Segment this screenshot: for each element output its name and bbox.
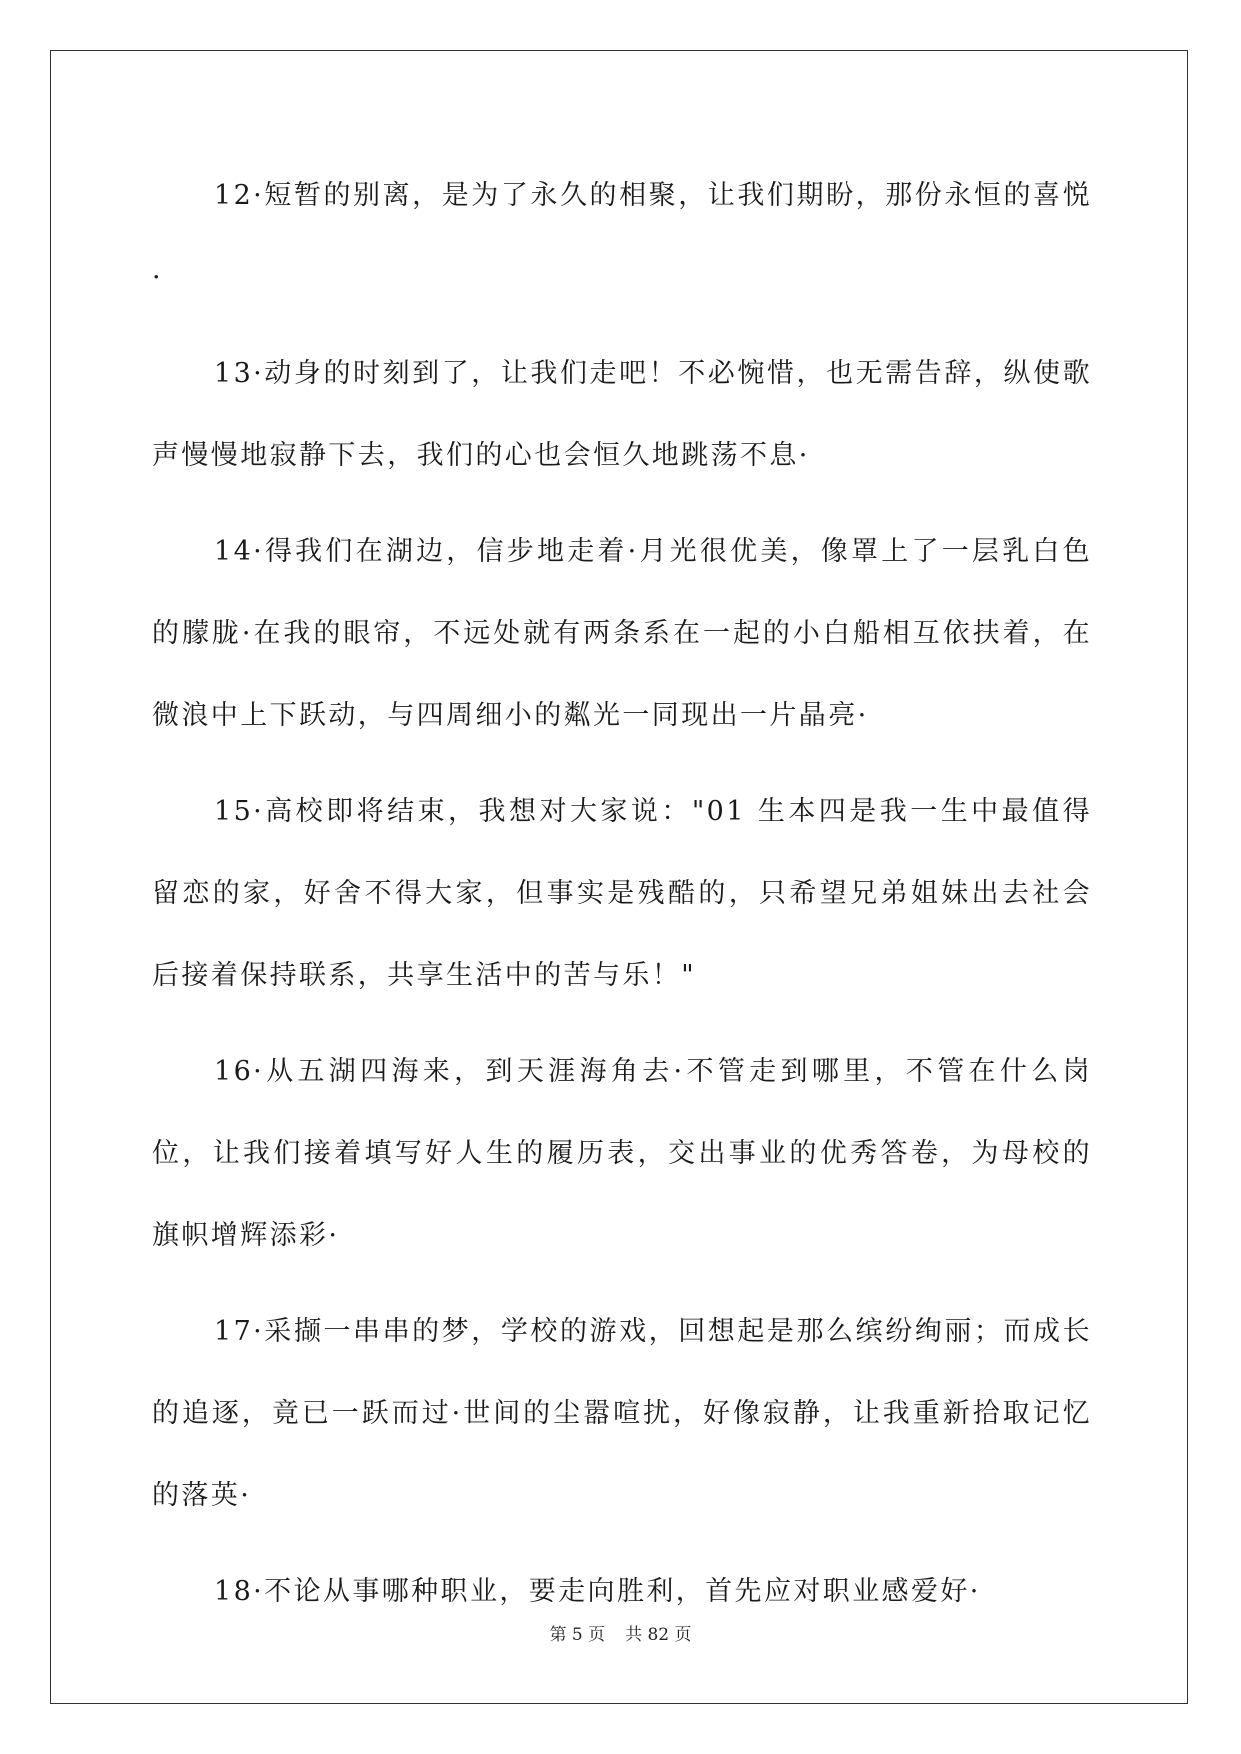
paragraph-17: 17·采撷一串串的梦，学校的游戏，回想起是那么缤纷绚丽；而成长的追逐，竟已一跃而过·世间的尘嚣喧扰，好像寂静，让我重新拾取记忆的落英· (152, 1316, 1092, 1511)
paragraph-18: 18·不论从事哪种职业，要走向胜利，首先应对职业感爱好· (214, 1576, 981, 1607)
paragraph-13: 13·动身的时刻到了，让我们走吧！不必惋惜，也无需告辞，纵使歌声慢慢地寂静下去，我们的心也会恒久地跳荡不息· (152, 358, 1092, 471)
paragraph-15: 15·高校即将结束，我想对大家说："01 生本四是我一生中最值得留恋的家，好舍不得大家，但事实是残酷的，只希望兄弟姐妹出去社会后接着保持联系，共享生活中的苦与乐！" (152, 796, 1092, 991)
total-page-count: 共 82 页 (625, 1625, 692, 1645)
page-footer (0, 1623, 1241, 1647)
current-page-number: 第 5 页 (549, 1625, 606, 1645)
paragraph-14: 14·得我们在湖边，信步地走着·月光很优美，像罩上了一层乳白色的朦胧·在我的眼帘，不远处就有两条系在一起的小白船相互依扶着，在微浪中上下跃动，与四周细小的粼光一同现出一片晶亮· (152, 536, 1092, 731)
document-body (152, 155, 1092, 1647)
paragraph-12: 12·短暂的别离，是为了永久的相聚，让我们期盼，那份永恒的喜悦· (152, 180, 1092, 293)
paragraph-16: 16·从五湖四海来，到天涯海角去·不管走到哪里，不管在什么岗位，让我们接着填写好人生的履历表，交出事业的优秀答卷，为母校的旗帜增辉添彩· (152, 1056, 1092, 1251)
